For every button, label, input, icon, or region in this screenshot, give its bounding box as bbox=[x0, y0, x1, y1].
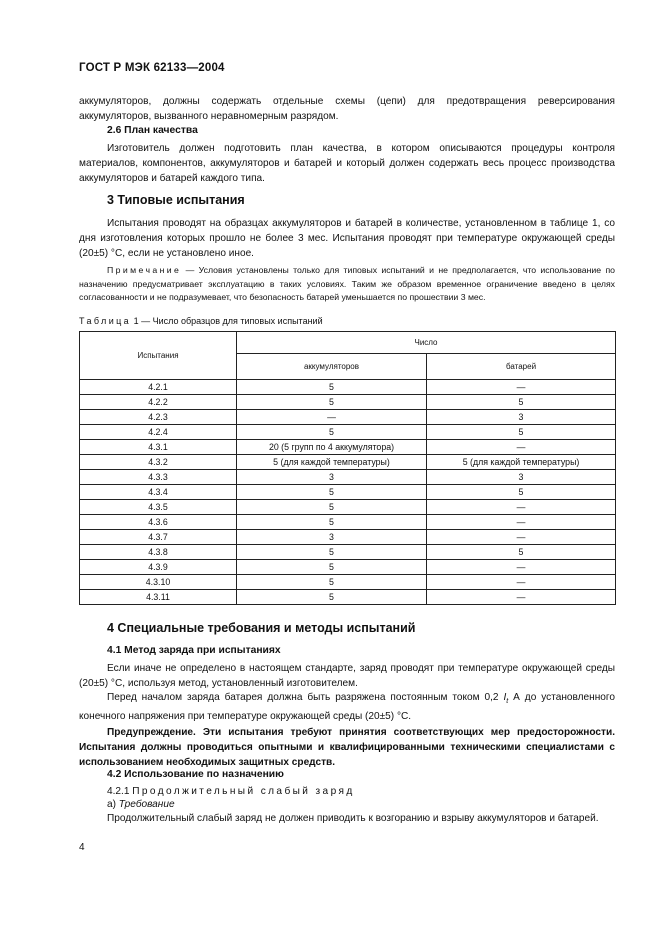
cell-cells-count: 5 (для каждой температуры) bbox=[237, 455, 427, 470]
cell-batteries-count: 5 bbox=[427, 545, 616, 560]
table-body bbox=[80, 380, 616, 605]
cell-cells-count: 3 bbox=[237, 470, 427, 485]
cell-cells-count: 5 bbox=[237, 575, 427, 590]
col-header-number: Число bbox=[237, 332, 616, 354]
table-row bbox=[80, 575, 616, 590]
section-4-2-1-title: Продолжительный слабый заряд bbox=[132, 786, 355, 797]
cell-cells-count: 5 bbox=[237, 380, 427, 395]
cell-cells-count: 3 bbox=[237, 530, 427, 545]
table-row bbox=[80, 485, 616, 500]
table-row bbox=[80, 470, 616, 485]
cell-test-id: 4.3.2 bbox=[80, 455, 237, 470]
section-4-2-1-number: 4.2.1 bbox=[107, 786, 133, 797]
cell-test-id: 4.3.4 bbox=[80, 485, 237, 500]
table-caption-text: 1 — Число образцов для типовых испытаний bbox=[131, 316, 323, 326]
cell-batteries-count: 5 (для каждой температуры) bbox=[427, 455, 616, 470]
section-4-1-para-2 bbox=[79, 690, 615, 724]
table-row bbox=[80, 425, 616, 440]
col-header-cells: аккумуляторов bbox=[237, 354, 427, 380]
cell-batteries-count: — bbox=[427, 590, 616, 605]
cell-cells-count: 5 bbox=[237, 485, 427, 500]
table-row bbox=[80, 440, 616, 455]
section-3-text: Испытания проводят на образцах аккумуляторов и батарей в количестве, установленном в таблице 1, со дня изготовления которых прошло не более 3 мес. Испытания проводят при температуре окружающей среды (20±5) °С, если не установлено иное. bbox=[79, 218, 615, 259]
table-row bbox=[80, 590, 616, 605]
section-3-note bbox=[79, 264, 615, 305]
cell-batteries-count: 5 bbox=[427, 485, 616, 500]
table-caption bbox=[79, 316, 323, 326]
intro-paragraph: аккумуляторов, должны содержать отдельные схемы (цепи) для предотвращения реверсирования аккумуляторов, вызванного неравномерным разрядом. bbox=[79, 96, 615, 122]
cell-cells-count: 5 bbox=[237, 425, 427, 440]
cell-batteries-count: 5 bbox=[427, 425, 616, 440]
cell-batteries-count: — bbox=[427, 530, 616, 545]
current-subscript: t bbox=[506, 698, 509, 706]
cell-test-id: 4.3.11 bbox=[80, 590, 237, 605]
table-row bbox=[80, 410, 616, 425]
page-number: 4 bbox=[79, 842, 85, 853]
cell-test-id: 4.3.6 bbox=[80, 515, 237, 530]
warning-paragraph: Предупреждение. Эти испытания требуют принятия соответствующих мер предосторожности. Испытания должны проводиться опытными и квалифицированными техническими специалистами с использованием необходимых защитных средств. bbox=[79, 727, 615, 768]
cell-test-id: 4.3.9 bbox=[80, 560, 237, 575]
section-4-1-para-1: Если иначе не определено в настоящем стандарте, заряд проводят при температуре окружающей среды (20±5) °С, используя метод, установленный изготовителем. bbox=[79, 663, 615, 689]
requirement-line bbox=[107, 799, 175, 810]
cell-test-id: 4.3.3 bbox=[80, 470, 237, 485]
cell-cells-count: 5 bbox=[237, 500, 427, 515]
cell-test-id: 4.2.2 bbox=[80, 395, 237, 410]
section-2-6-heading: 2.6 План качества bbox=[107, 125, 198, 136]
para-2-text-b: А до установленного конечного напряжения при температуре окружающей среды (20±5) °С. bbox=[79, 692, 615, 723]
table-row bbox=[80, 515, 616, 530]
cell-cells-count: 5 bbox=[237, 545, 427, 560]
document-header: ГОСТ Р МЭК 62133—2004 bbox=[79, 62, 225, 74]
section-2-6-text: Изготовитель должен подготовить план качества, в котором описываются процедуры контроля материалов, компонентов, аккумуляторов и батарей и который должен содержать весь процесс производства аккумуляторов и батарей каждого типа. bbox=[79, 143, 615, 184]
section-3-heading: 3 Типовые испытания bbox=[107, 193, 245, 207]
note-label: Примечание bbox=[107, 265, 182, 275]
cell-test-id: 4.3.10 bbox=[80, 575, 237, 590]
cell-cells-count: 5 bbox=[237, 590, 427, 605]
note-text: — Условия установлены только для типовых испытаний и не предполагается, что использование по назначению предусматривает эксплуатацию в таких условиях. Таким же образом временное ограничение введено в целях согласованности и не подразумевает, что безопасность батарей уменьшается по прошествии 3 мес. bbox=[79, 265, 615, 302]
cell-test-id: 4.3.7 bbox=[80, 530, 237, 545]
cell-cells-count: 20 (5 групп по 4 аккумулятора) bbox=[237, 440, 427, 455]
section-4-2-heading: 4.2 Использование по назначению bbox=[107, 769, 284, 780]
cell-test-id: 4.3.1 bbox=[80, 440, 237, 455]
samples-table bbox=[79, 331, 616, 605]
section-4-2-1-heading bbox=[107, 786, 355, 797]
cell-batteries-count: — bbox=[427, 515, 616, 530]
table-row bbox=[80, 395, 616, 410]
cell-batteries-count: — bbox=[427, 575, 616, 590]
cell-test-id: 4.2.1 bbox=[80, 380, 237, 395]
cell-batteries-count: — bbox=[427, 500, 616, 515]
cell-batteries-count: — bbox=[427, 560, 616, 575]
cell-batteries-count: — bbox=[427, 440, 616, 455]
cell-cells-count: 5 bbox=[237, 395, 427, 410]
cell-batteries-count: 3 bbox=[427, 470, 616, 485]
current-symbol: I bbox=[503, 692, 507, 703]
cell-test-id: 4.3.8 bbox=[80, 545, 237, 560]
cell-test-id: 4.2.4 bbox=[80, 425, 237, 440]
table-row bbox=[80, 455, 616, 470]
para-2-text-a: Перед началом заряда батарея должна быть разряжена постоянным током 0,2 bbox=[107, 692, 504, 703]
cell-batteries-count: 3 bbox=[427, 410, 616, 425]
table-row bbox=[80, 500, 616, 515]
cell-cells-count: — bbox=[237, 410, 427, 425]
table-row bbox=[80, 545, 616, 560]
cell-batteries-count: — bbox=[427, 380, 616, 395]
cell-batteries-count: 5 bbox=[427, 395, 616, 410]
requirement-label: Требование bbox=[118, 799, 175, 810]
requirement-prefix: а) bbox=[107, 799, 119, 810]
table-row bbox=[80, 530, 616, 545]
cell-cells-count: 5 bbox=[237, 515, 427, 530]
cell-test-id: 4.3.5 bbox=[80, 500, 237, 515]
table-row bbox=[80, 380, 616, 395]
requirement-text: Продолжительный слабый заряд не должен приводить к возгоранию и взрыву аккумуляторов и батарей. bbox=[107, 813, 599, 824]
col-header-tests: Испытания bbox=[80, 332, 237, 380]
table-caption-label: Таблица bbox=[79, 316, 132, 326]
table-row bbox=[80, 560, 616, 575]
section-4-heading: 4 Специальные требования и методы испытаний bbox=[107, 621, 416, 635]
cell-cells-count: 5 bbox=[237, 560, 427, 575]
section-4-1-heading: 4.1 Метод заряда при испытаниях bbox=[107, 645, 281, 656]
cell-test-id: 4.2.3 bbox=[80, 410, 237, 425]
col-header-batteries: батарей bbox=[427, 354, 616, 380]
